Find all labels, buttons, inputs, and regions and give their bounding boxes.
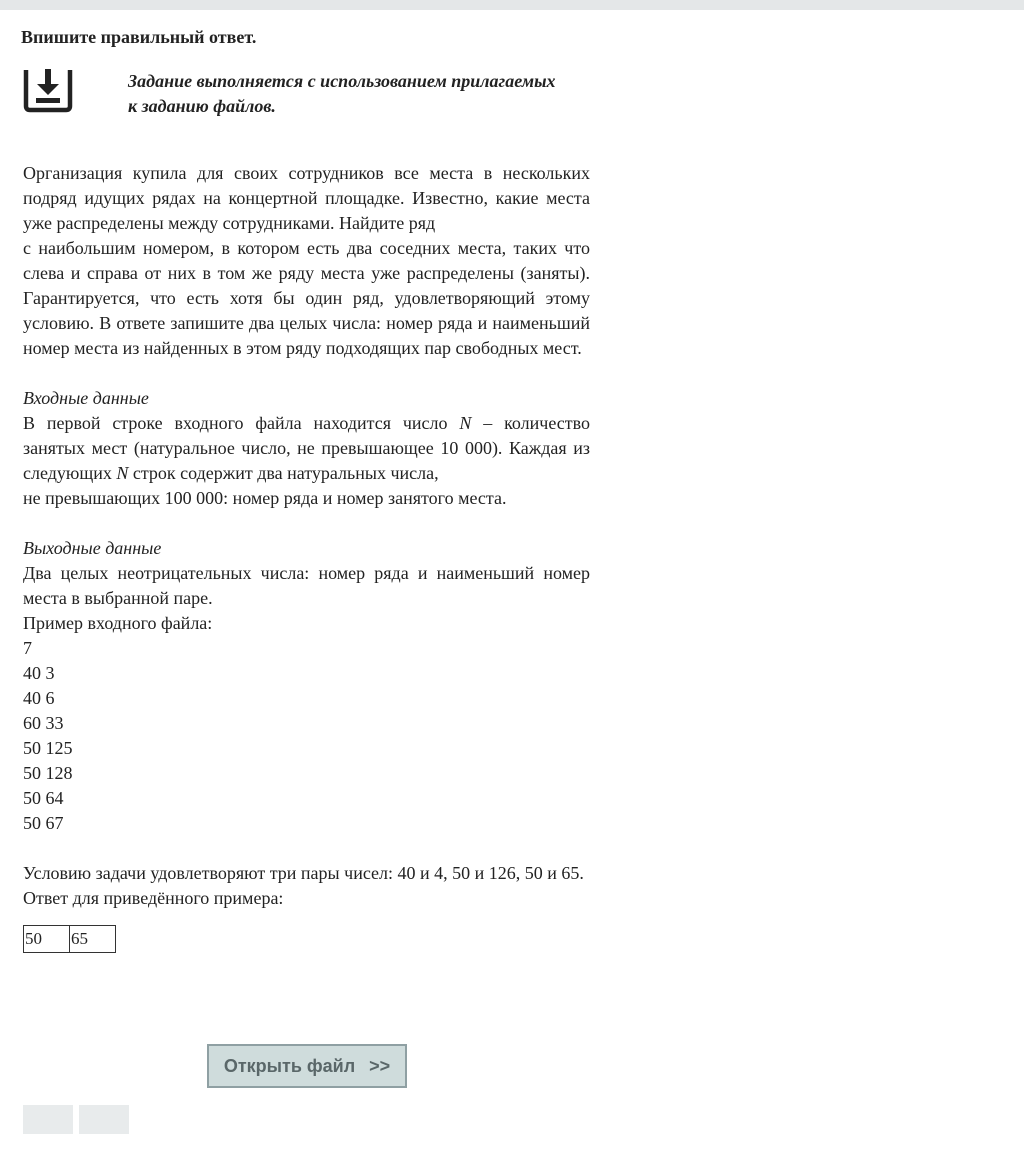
open-file-label: Открыть файл xyxy=(223,1055,356,1076)
example-line: 50 67 xyxy=(23,813,64,833)
download-file-icon xyxy=(22,66,74,114)
example-line: 50 64 xyxy=(23,788,64,808)
example-answer-table xyxy=(23,925,116,953)
example-label: Пример входного файла: xyxy=(23,613,213,633)
example-line: 40 3 xyxy=(23,663,55,683)
explanation-text: Условию задачи удовлетворяют три пары чисел: 40 и 4, 50 и 126, 50 и 65. xyxy=(23,863,584,883)
instruction-text: Впишите правильный ответ. xyxy=(21,27,257,47)
table-row xyxy=(24,926,116,953)
double-chevron-right-icon: >> xyxy=(369,1055,391,1076)
input-description-continued: не превышающих 100 000: номер ряда и номер занятого места. xyxy=(23,488,507,508)
example-line: 50 125 xyxy=(23,738,73,758)
variable-n: N xyxy=(459,413,472,433)
input-description: В первой строке входного файла находится число N – количество занятых мест (натуральное число, не превышающее 10 000). Каждая из следующих N строк содержит два натуральных числа, xyxy=(23,413,590,483)
variable-n: N xyxy=(116,463,129,483)
answer-cell-row: 50 xyxy=(24,926,70,953)
task-content xyxy=(23,161,590,953)
output-description: Два целых неотрицательных числа: номер ряда и наименьший номер места в выбранной паре. xyxy=(23,563,590,608)
task-paragraph-continued: с наибольшим номером, в котором есть два соседних места, таких что слева и справа от них в том же ряду места уже распределены (заняты). Гарантируется, что есть хотя бы один ряд, удовлетворяющий этому условию. В ответе запишите два целых числа: номер ряда и наименьший номер места из найденных в этом ряду подходящих пар свободных мест. xyxy=(23,238,590,358)
attachment-note-line2: к заданию файлов. xyxy=(128,96,276,116)
example-line: 50 128 xyxy=(23,763,73,783)
example-line: 40 6 xyxy=(23,688,55,708)
output-heading: Выходные данные xyxy=(23,538,162,558)
example-input xyxy=(23,636,590,836)
input-heading: Входные данные xyxy=(23,388,149,408)
top-bar xyxy=(0,0,1024,10)
placeholder-button-1[interactable] xyxy=(23,1105,73,1134)
answer-cell-seat: 65 xyxy=(70,926,116,953)
example-line: 60 33 xyxy=(23,713,64,733)
attachment-note xyxy=(128,69,556,119)
task-paragraph: Организация купила для своих сотрудников все места в нескольких подряд идущих рядах на концертной площадке. Известно, какие места уже распределены между сотрудниками. Найдите ряд xyxy=(23,163,590,233)
open-file-button[interactable] xyxy=(207,1044,407,1088)
example-line: 7 xyxy=(23,638,32,658)
attachment-note-line1: Задание выполняется с использованием прилагаемых xyxy=(128,71,556,91)
answer-label: Ответ для приведённого примера: xyxy=(23,888,284,908)
placeholder-button-2[interactable] xyxy=(79,1105,129,1134)
